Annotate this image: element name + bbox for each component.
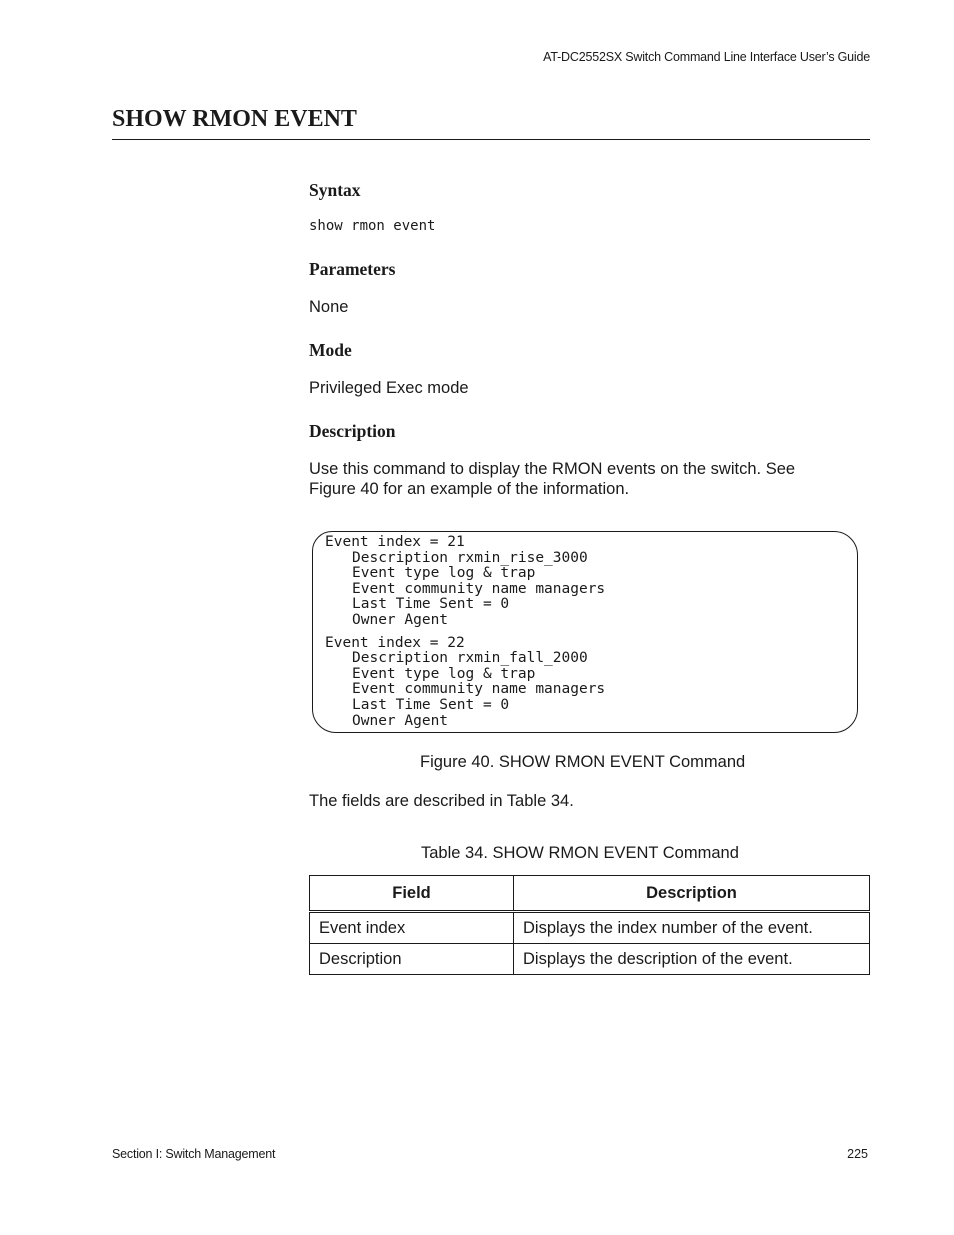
syntax-command: show rmon event [309, 218, 436, 234]
event-detail-line: Description rxmin_fall_2000 [352, 650, 588, 667]
running-header: AT-DC2552SX Switch Command Line Interface User’s Guide [543, 50, 870, 64]
event-index-line: Event index = 21 [325, 534, 465, 550]
event-detail-line: Event type log & trap [352, 565, 536, 582]
figure-output [325, 535, 605, 729]
event-detail-line: Event community name managers [352, 580, 606, 597]
mode-heading: Mode [309, 340, 352, 360]
figure-caption: Figure 40. SHOW RMON EVENT Command [420, 753, 746, 771]
event-detail-line: Description rxmin_rise_3000 [352, 549, 588, 566]
parameters-text: None [309, 298, 349, 316]
table-cell-field: Event index [310, 912, 514, 944]
event-detail-line: Owner Agent [352, 712, 449, 729]
event-detail-line: Owner Agent [352, 611, 449, 628]
page-title: SHOW RMON EVENT [112, 106, 357, 132]
mode-text: Privileged Exec mode [309, 379, 469, 397]
fields-intro: The fields are described in Table 34. [309, 792, 574, 810]
table-row [310, 912, 870, 944]
page-number: 225 [847, 1147, 868, 1161]
table-header-row [310, 876, 870, 912]
event-index-line: Event index = 22 [325, 634, 465, 651]
event-detail-line: Last Time Sent = 0 [352, 696, 510, 713]
parameters-heading: Parameters [309, 259, 396, 279]
footer-section: Section I: Switch Management [112, 1147, 276, 1161]
title-rule [112, 139, 870, 140]
table-header-description: Description [514, 876, 870, 912]
table-header-field: Field [310, 876, 514, 912]
table-row [310, 944, 870, 975]
table-cell-description: Displays the index number of the event. [514, 912, 870, 944]
description-text: Use this command to display the RMON events on the switch. See Figure 40 for an example of the information. [309, 460, 796, 498]
table-cell-description: Displays the description of the event. [514, 944, 870, 975]
table-caption: Table 34. SHOW RMON EVENT Command [421, 844, 739, 862]
table-cell-field: Description [310, 944, 514, 975]
description-heading: Description [309, 421, 396, 441]
event-detail-line: Last Time Sent = 0 [352, 596, 510, 613]
event-detail-line: Event community name managers [352, 681, 606, 698]
syntax-heading: Syntax [309, 180, 361, 200]
event-detail-line: Event type log & trap [352, 665, 536, 682]
fields-table [309, 875, 870, 975]
